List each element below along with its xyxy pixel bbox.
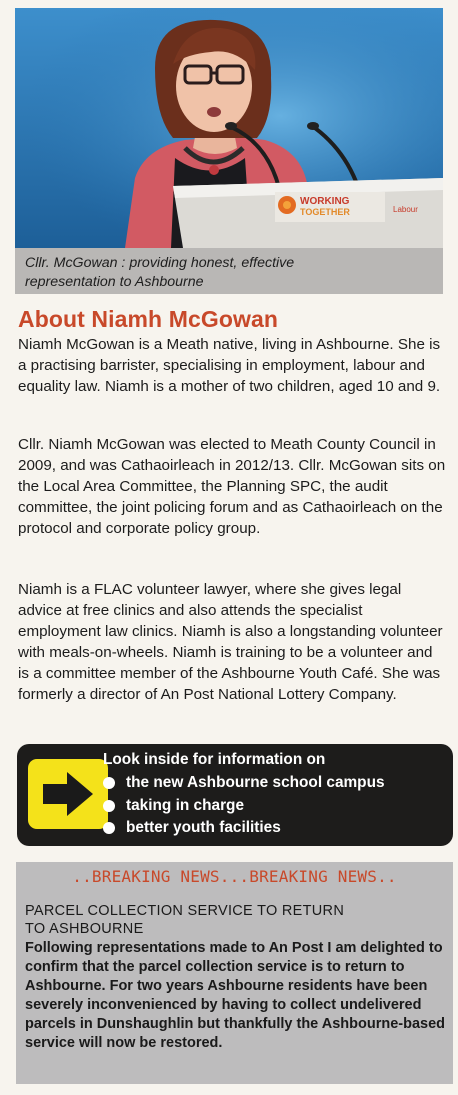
arrow-icon-box	[28, 759, 108, 829]
bullet-icon	[103, 800, 115, 812]
list-item-text: better youth facilities	[126, 819, 281, 836]
bullet-icon	[103, 822, 115, 834]
breaking-news-box	[16, 862, 453, 1084]
list-item	[103, 817, 385, 840]
callout-title: Look inside for information on	[103, 751, 326, 768]
list-item-text: taking in charge	[126, 796, 245, 814]
arrow-right-icon	[40, 769, 96, 819]
podium-logo-text: Labour	[393, 205, 418, 214]
podium-sign-text: TOGETHER	[300, 207, 350, 217]
bullet-icon	[103, 777, 115, 789]
look-inside-callout	[17, 744, 453, 846]
callout-list	[103, 772, 385, 840]
breaking-news-banner: ..BREAKING NEWS...BREAKING NEWS..	[72, 867, 397, 886]
caption-line: representation to Ashbourne	[25, 274, 204, 290]
about-paragraph: Cllr. Niamh McGowan was elected to Meath County Council in 2009, and was Cathaoirleach in 2012/13. Cllr. McGowan sits on the Local Area Committee, the Planning SPC, the audit committee, the joint policing forum and as Cathaoirleach on the protocol and corporate policy group.	[18, 436, 446, 537]
news-title	[25, 902, 445, 938]
speaker-photo-illustration	[15, 8, 443, 248]
news-title-line: PARCEL COLLECTION SERVICE TO RETURN	[25, 903, 345, 919]
list-item	[103, 772, 385, 795]
about-paragraph: Niamh is a FLAC volunteer lawyer, where she gives legal advice at free clinics and also attends the specialist employment law clinics. Niamh is also a longstanding volunteer with meals-on-wheels. Niamh is training to be a volunteer and is a committee member of the Ashbourne Youth Café. She was formerly a director of An Post National Lottery Company.	[18, 581, 443, 703]
photo-caption	[15, 248, 443, 294]
list-item-text: the new Ashbourne school campus	[126, 774, 385, 791]
news-body: Following representations made to An Post I am delighted to confirm that the parcel collection service is to return to Ashbourne. For two years Ashbourne residents have been severely inconvenienced by having to collect undelivered parcels in Dunshaughlin but thankfully the Ashbourne-based service will now be restored.	[25, 940, 445, 1051]
list-item	[103, 795, 385, 818]
about-paragraph: Niamh McGowan is a Meath native, living in Ashbourne. She is a practising barrister, specialising in employment, labour and equality law. Niamh is a mother of two children, aged 10 and 9.	[18, 336, 441, 395]
caption-line: Cllr. McGowan : providing honest, effective	[25, 255, 295, 271]
profile-photo	[15, 8, 443, 294]
podium-sign-text: WORKING	[300, 196, 350, 207]
about-heading: About Niamh McGowan	[18, 306, 279, 332]
news-title-line: TO ASHBOURNE	[25, 921, 144, 937]
